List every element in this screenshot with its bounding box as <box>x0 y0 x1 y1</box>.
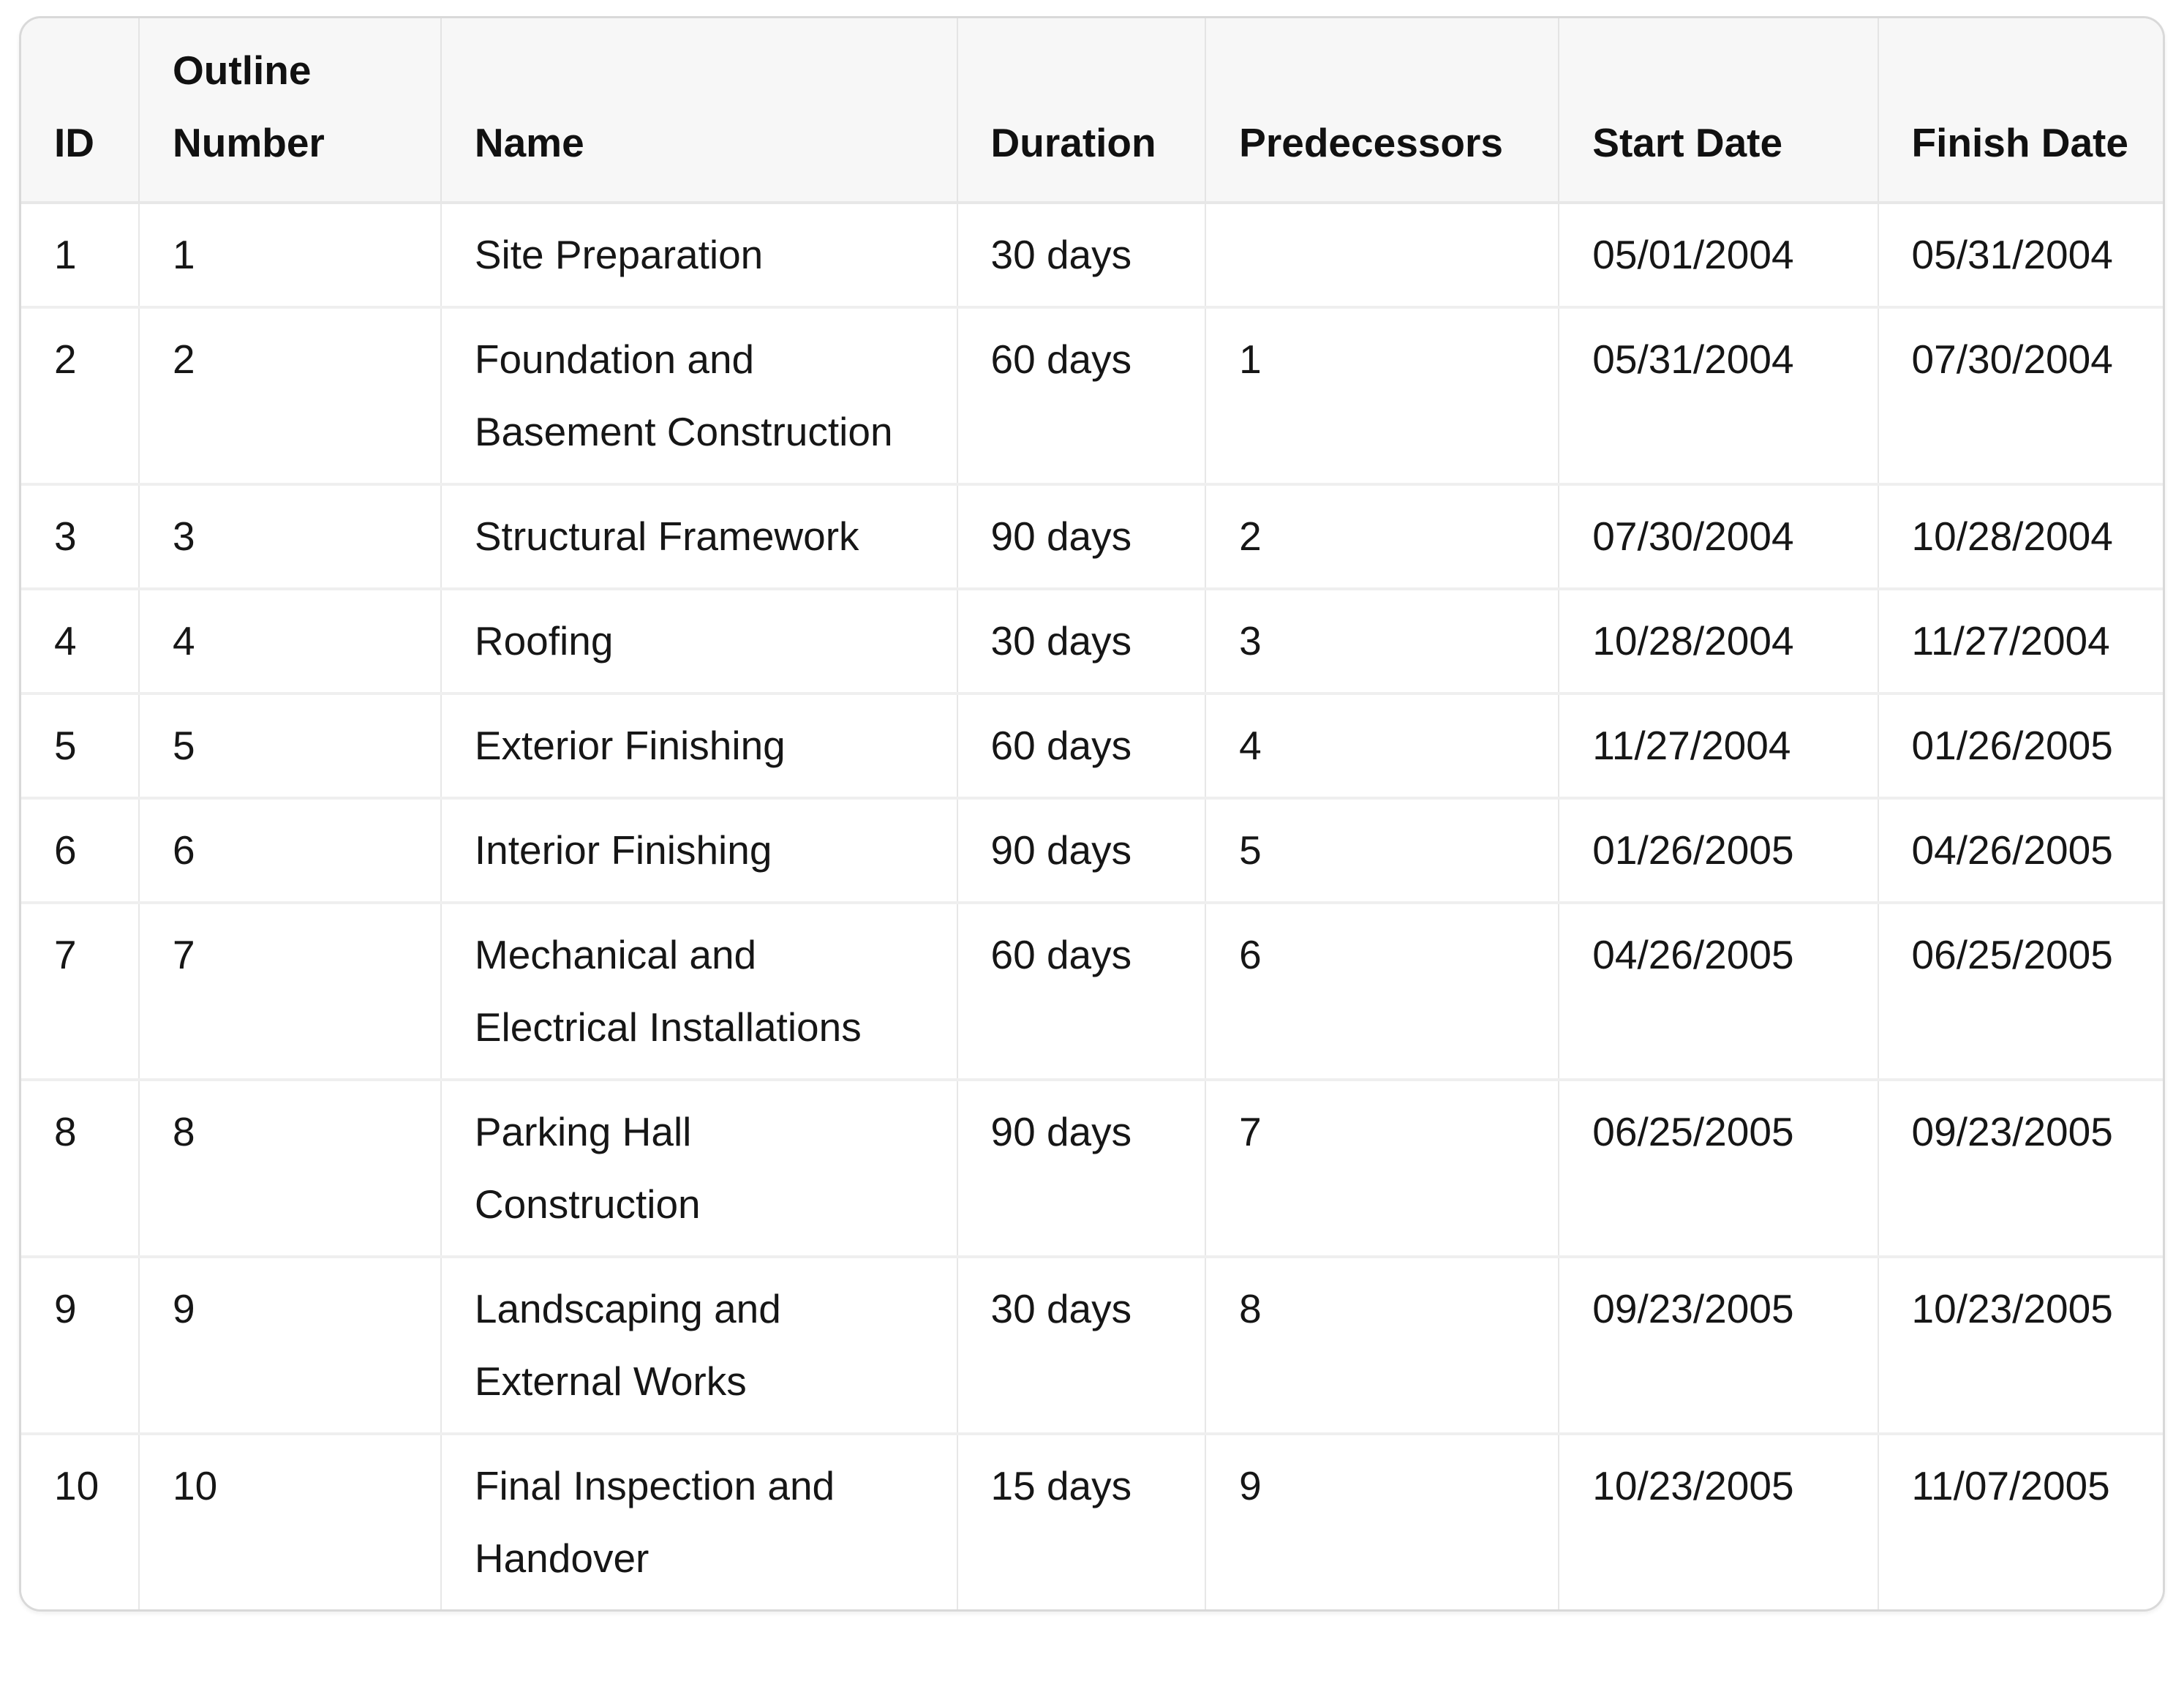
cell-finish-date: 11/27/2004 <box>1878 589 2163 693</box>
cell-outline: 8 <box>139 1080 441 1257</box>
cell-outline: 9 <box>139 1257 441 1434</box>
header-id: ID <box>21 18 139 203</box>
cell-start-date: 05/31/2004 <box>1559 307 1878 484</box>
header-start-date: Start Date <box>1559 18 1878 203</box>
table-row <box>21 903 2163 1080</box>
cell-finish-date: 05/31/2004 <box>1878 203 2163 307</box>
cell-outline: 5 <box>139 693 441 798</box>
table-row <box>21 203 2163 307</box>
cell-outline: 3 <box>139 484 441 589</box>
table-row <box>21 1257 2163 1434</box>
cell-name: Structural Framework <box>441 484 957 589</box>
cell-start-date: 04/26/2005 <box>1559 903 1878 1080</box>
cell-outline: 6 <box>139 798 441 903</box>
cell-id: 8 <box>21 1080 139 1257</box>
header-finish-date: Finish Date <box>1878 18 2163 203</box>
cell-name: Exterior Finishing <box>441 693 957 798</box>
cell-outline: 7 <box>139 903 441 1080</box>
cell-name: Interior Finishing <box>441 798 957 903</box>
cell-outline: 1 <box>139 203 441 307</box>
cell-name: Mechanical and Electrical Installations <box>441 903 957 1080</box>
cell-duration: 60 days <box>957 903 1206 1080</box>
cell-duration: 60 days <box>957 693 1206 798</box>
cell-predecessors: 9 <box>1205 1434 1559 1609</box>
cell-predecessors: 7 <box>1205 1080 1559 1257</box>
cell-start-date: 07/30/2004 <box>1559 484 1878 589</box>
cell-predecessors <box>1205 203 1559 307</box>
cell-duration: 60 days <box>957 307 1206 484</box>
cell-name: Site Preparation <box>441 203 957 307</box>
header-outline: Outline Number <box>139 18 441 203</box>
cell-predecessors: 4 <box>1205 693 1559 798</box>
cell-name: Foundation and Basement Construction <box>441 307 957 484</box>
cell-finish-date: 09/23/2005 <box>1878 1080 2163 1257</box>
table-row <box>21 589 2163 693</box>
table-row <box>21 307 2163 484</box>
cell-name: Final Inspection and Handover <box>441 1434 957 1609</box>
cell-start-date: 10/28/2004 <box>1559 589 1878 693</box>
cell-outline: 10 <box>139 1434 441 1609</box>
header-name: Name <box>441 18 957 203</box>
cell-start-date: 05/01/2004 <box>1559 203 1878 307</box>
cell-finish-date: 10/23/2005 <box>1878 1257 2163 1434</box>
cell-start-date: 10/23/2005 <box>1559 1434 1878 1609</box>
table-row <box>21 1434 2163 1609</box>
cell-predecessors: 5 <box>1205 798 1559 903</box>
cell-duration: 90 days <box>957 798 1206 903</box>
cell-id: 3 <box>21 484 139 589</box>
cell-finish-date: 11/07/2005 <box>1878 1434 2163 1609</box>
cell-id: 1 <box>21 203 139 307</box>
cell-outline: 2 <box>139 307 441 484</box>
cell-finish-date: 06/25/2005 <box>1878 903 2163 1080</box>
cell-id: 2 <box>21 307 139 484</box>
cell-start-date: 11/27/2004 <box>1559 693 1878 798</box>
cell-id: 5 <box>21 693 139 798</box>
header-row <box>21 18 2163 203</box>
cell-predecessors: 8 <box>1205 1257 1559 1434</box>
cell-finish-date: 04/26/2005 <box>1878 798 2163 903</box>
cell-start-date: 06/25/2005 <box>1559 1080 1878 1257</box>
cell-start-date: 09/23/2005 <box>1559 1257 1878 1434</box>
cell-name: Parking Hall Construction <box>441 1080 957 1257</box>
table-row <box>21 798 2163 903</box>
cell-duration: 90 days <box>957 484 1206 589</box>
task-schedule-table <box>21 18 2163 1609</box>
cell-finish-date: 10/28/2004 <box>1878 484 2163 589</box>
cell-outline: 4 <box>139 589 441 693</box>
cell-duration: 90 days <box>957 1080 1206 1257</box>
cell-predecessors: 6 <box>1205 903 1559 1080</box>
cell-predecessors: 3 <box>1205 589 1559 693</box>
cell-duration: 15 days <box>957 1434 1206 1609</box>
task-table-card <box>19 16 2165 1612</box>
cell-start-date: 01/26/2005 <box>1559 798 1878 903</box>
cell-id: 10 <box>21 1434 139 1609</box>
cell-duration: 30 days <box>957 1257 1206 1434</box>
cell-finish-date: 01/26/2005 <box>1878 693 2163 798</box>
cell-id: 7 <box>21 903 139 1080</box>
cell-id: 4 <box>21 589 139 693</box>
table-row <box>21 1080 2163 1257</box>
table-row <box>21 693 2163 798</box>
cell-name: Roofing <box>441 589 957 693</box>
cell-predecessors: 1 <box>1205 307 1559 484</box>
table-header <box>21 18 2163 203</box>
cell-name: Landscaping and External Works <box>441 1257 957 1434</box>
header-predecessors: Predecessors <box>1205 18 1559 203</box>
header-duration: Duration <box>957 18 1206 203</box>
cell-finish-date: 07/30/2004 <box>1878 307 2163 484</box>
cell-predecessors: 2 <box>1205 484 1559 589</box>
table-body <box>21 203 2163 1609</box>
cell-duration: 30 days <box>957 589 1206 693</box>
cell-duration: 30 days <box>957 203 1206 307</box>
cell-id: 9 <box>21 1257 139 1434</box>
table-row <box>21 484 2163 589</box>
cell-id: 6 <box>21 798 139 903</box>
